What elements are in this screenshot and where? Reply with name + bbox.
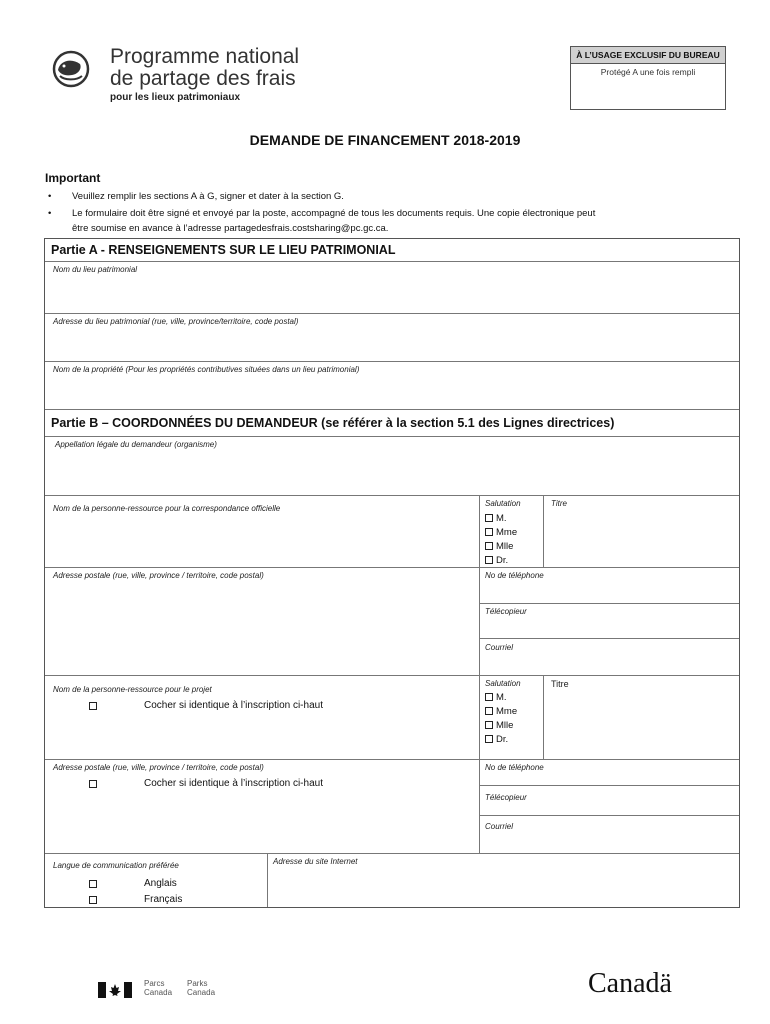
logo-line-1: Programme national <box>110 45 300 68</box>
salutation-label: Salutation <box>485 679 521 688</box>
divider <box>479 567 480 675</box>
salutation-option-mme[interactable]: Mme <box>485 526 517 540</box>
same-as-above-checkbox[interactable] <box>89 701 100 712</box>
beaver-logo-icon <box>52 50 90 88</box>
fax-field[interactable]: Télécopieur <box>485 607 527 616</box>
parks-canada-signature <box>98 982 132 1003</box>
salutation-option-mlle[interactable]: Mlle <box>485 719 513 733</box>
important-heading: Important <box>45 171 101 185</box>
parcs-canada-text: Parcs Canada <box>144 979 173 997</box>
salutation-option-m[interactable]: M. <box>485 691 507 705</box>
heritage-place-name-field[interactable]: Nom du lieu patrimonial <box>53 265 138 274</box>
same-as-above-label: Cocher si identique à l’inscription ci-haut <box>144 700 323 711</box>
divider <box>45 436 739 437</box>
checkbox-icon[interactable] <box>485 693 493 701</box>
instruction-3: être soumise en avance à l’adresse partagedesfrais.costsharing@pc.gc.ca. <box>72 223 389 234</box>
language-french-label: Français <box>144 894 183 905</box>
logo-line-3: pour les lieux patrimoniaux <box>110 92 241 103</box>
divider <box>479 759 480 853</box>
program-logo <box>52 46 312 110</box>
page-title: DEMANDE DE FINANCEMENT 2018-2019 <box>249 132 521 148</box>
canada-wordmark: Canadä <box>588 968 672 999</box>
same-as-above-checkbox[interactable] <box>89 779 100 790</box>
checkbox-icon[interactable] <box>485 542 493 550</box>
canada-flag-icon <box>98 982 132 998</box>
parks-canada-text: Parks Canada <box>187 979 216 997</box>
salutation-option-mme[interactable]: Mme <box>485 705 517 719</box>
salutation-option-dr[interactable]: Dr. <box>485 554 508 568</box>
office-use-header: À L’USAGE EXCLUSIF DU BUREAU <box>571 47 725 64</box>
language-french-checkbox[interactable] <box>89 895 100 906</box>
salutation-option-mlle[interactable]: Mlle <box>485 540 513 554</box>
divider <box>45 495 739 496</box>
divider <box>543 495 544 567</box>
divider <box>45 313 739 314</box>
preferred-language-label: Langue de communication préférée <box>53 861 179 870</box>
title-field[interactable]: Titre <box>551 499 567 508</box>
divider <box>543 675 544 759</box>
part-b-heading: Partie B – COORDONNÉES DU DEMANDEUR (se référer à la section 5.1 des Lignes directrices) <box>51 416 615 430</box>
phone-field[interactable]: No de téléphone <box>485 571 544 580</box>
divider <box>45 567 739 568</box>
part-a-heading: Partie A - RENSEIGNEMENTS SUR LE LIEU PATRIMONIAL <box>51 243 396 257</box>
project-fax-field[interactable]: Télécopieur <box>485 793 527 802</box>
checkbox-icon[interactable] <box>89 780 97 788</box>
office-use-body: Protégé A une fois rempli <box>600 67 696 77</box>
divider <box>479 675 480 759</box>
language-english-label: Anglais <box>144 878 177 889</box>
project-email-field[interactable]: Courriel <box>485 822 514 831</box>
property-name-field[interactable]: Nom de la propriété (Pour les propriétés contributives situées dans un lieu patrimonial) <box>53 365 360 374</box>
checkbox-icon[interactable] <box>485 556 493 564</box>
office-use-box <box>570 46 726 110</box>
checkbox-icon[interactable] <box>89 880 97 888</box>
divider <box>479 815 739 816</box>
heritage-place-address-field[interactable]: Adresse du lieu patrimonial (rue, ville, province/territoire, code postal) <box>53 317 299 326</box>
logo-line-2: de partage des frais <box>110 67 296 90</box>
divider <box>45 409 739 410</box>
salutation-label: Salutation <box>485 499 521 508</box>
checkbox-icon[interactable] <box>485 514 493 522</box>
title-field[interactable]: Titre <box>551 679 569 689</box>
checkbox-icon[interactable] <box>485 528 493 536</box>
salutation-option-m[interactable]: M. <box>485 512 507 526</box>
divider <box>479 785 739 786</box>
language-english-checkbox[interactable] <box>89 879 100 890</box>
checkbox-icon[interactable] <box>485 735 493 743</box>
divider <box>45 853 739 854</box>
checkbox-icon[interactable] <box>485 721 493 729</box>
checkbox-icon[interactable] <box>89 896 97 904</box>
divider <box>45 361 739 362</box>
official-contact-field[interactable]: Nom de la personne-ressource pour la correspondance officielle <box>53 504 281 513</box>
legal-name-field[interactable]: Appellation légale du demandeur (organisme) <box>55 440 217 449</box>
mailing-address-field[interactable]: Adresse postale (rue, ville, province / territoire, code postal) <box>53 571 264 580</box>
project-contact-field[interactable]: Nom de la personne-ressource pour le projet <box>53 685 212 694</box>
instruction-2: Le formulaire doit être signé et envoyé par la poste, accompagné de tous les documents requis. Une copie électronique peut <box>72 208 596 219</box>
divider <box>267 853 268 907</box>
project-phone-field[interactable]: No de téléphone <box>485 763 544 772</box>
bullet-icon: • <box>48 208 52 219</box>
bullet-icon: • <box>48 191 52 202</box>
checkbox-icon[interactable] <box>89 702 97 710</box>
divider <box>45 759 739 760</box>
project-mailing-address-field[interactable]: Adresse postale (rue, ville, province / territoire, code postal) <box>53 763 264 772</box>
divider <box>479 638 739 639</box>
divider <box>479 603 739 604</box>
salutation-option-dr[interactable]: Dr. <box>485 733 508 747</box>
checkbox-icon[interactable] <box>485 707 493 715</box>
divider <box>45 261 739 262</box>
same-as-above-label: Cocher si identique à l’inscription ci-haut <box>144 778 323 789</box>
website-field[interactable]: Adresse du site Internet <box>273 857 358 866</box>
divider <box>45 675 739 676</box>
application-form <box>44 238 740 908</box>
instruction-1: Veuillez remplir les sections A à G, signer et dater à la section G. <box>72 191 344 202</box>
divider <box>479 495 480 567</box>
email-field[interactable]: Courriel <box>485 643 514 652</box>
